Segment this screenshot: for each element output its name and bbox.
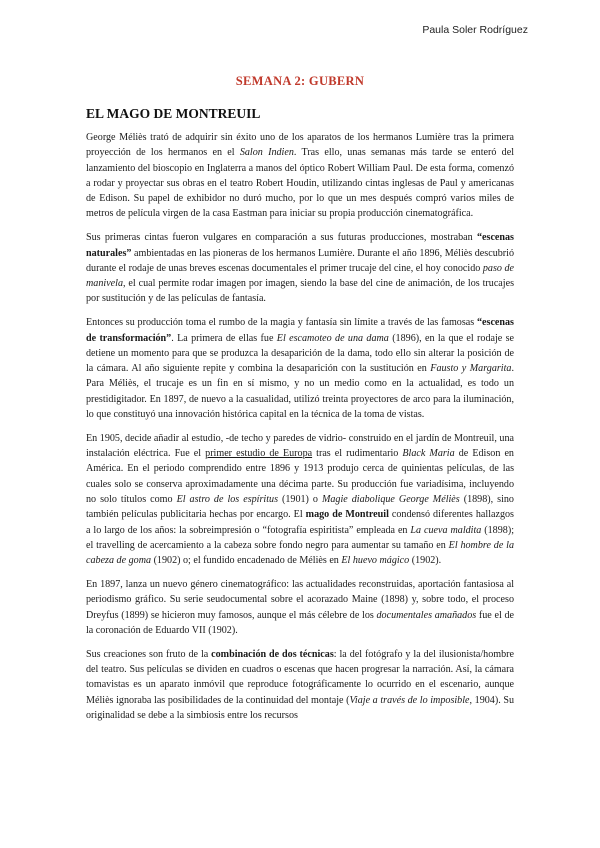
- document-body: [86, 130, 514, 732]
- paragraph-2: Sus primeras cintas fueron vulgares en comparación a sus futuras producciones, mostraban “escenas naturales” ambientadas en las pioneras de los hermanos Lumière. Durante el año 1896, Méliès descubrió durante el rodaje de unas breves escenas documentales el primer trucaje del cine, el hoy conocido paso de manivela, el cual permite rodar imagen por imagen, siendo la base del cine de animación, de los trucajes por sustitución y de las películas de fantasía.: [86, 232, 514, 305]
- author-header: Paula Soler Rodríguez: [422, 24, 528, 36]
- paragraph-1: George Méliès trató de adquirir sin éxito uno de los aparatos de los hermanos Lumière tras la primera proyección de los hermanos en el Salon Indien. Tras ello, unas semanas más tarde se enteró del lanzamiento del bioscopio en Inglaterra a manos del óptico Robert William Paul. De esta forma, comenzó a rodar y proyectar sus obras en el teatro Robert Houdin, utilizando cintas inglesas de Paul y americanas de Edison. Su papel de exhibidor no duró mucho, por lo que un mes después compró varios miles de metros de película virgen de la casa Eastman para iniciar su propia producción cinematográfica.: [86, 132, 514, 220]
- paragraph-4: En 1905, decide añadir al estudio, -de techo y paredes de vidrio- construido en el jardín de Montreuil, una instalación eléctrica. Fue el primer estudio de Europa tras el rudimentario Black Maria de Edison en América. En el periodo comprendido entre 1896 y 1913 produjo cerca de quinientas películas, de las cuales solo se conserva aproximadamente una décima parte. Su producción fue variadísima, incluyendo no solo títulos como El astro de los espíritus (1901) o Magie diabolique George Méliès (1898), sino también películas publicitaria hechas por encargo. El mago de Montreuil condensó diferentes hallazgos a lo largo de los años: la sobreimpresión o “fotografía espiritista” empleada en La cueva maldita (1898); el travelling de acercamiento a la cabeza sobre fondo negro para aumentar su tamaño en El hombre de la cabeza de goma (1902) o; el fundido encadenado de Méliès en El huevo mágico (1902).: [86, 432, 514, 567]
- section-heading: EL MAGO DE MONTREUIL: [86, 106, 261, 121]
- paragraph-6: Sus creaciones son fruto de la combinación de dos técnicas: la del fotógrafo y la del ilusionista/hombre del teatro. Sus películas se dividen en cuadros o escenas que hacen progresar la narración. Así, la cámara tomavistas es un aparato inmóvil que reproduce fotográficamente lo ocurrido en el escenario, aunque Méliès ignoraba las posibilidades de la continuidad del montaje (Viaje a través de lo imposible, 1904). Su originalidad se debe a la simbiosis entre los recursos: [86, 648, 515, 721]
- document-title: SEMANA 2: GUBERN: [235, 74, 365, 88]
- paragraph-5: En 1897, lanza un nuevo género cinematográfico: las actualidades reconstruidas, aportación fantasiosa al periodismo gráfico. Su serie seudocumental sobre el acorazado Maine (1898) y, sobre todo, el proceso Dreyfus (1899) se hicieron muy famosos, aunque el más célebre de los documentales amañados fue el de la coronación de Eduardo VII (1902).: [86, 579, 514, 636]
- paragraph-3: Entonces su producción toma el rumbo de la magia y fantasía sin límite a través de las famosas “escenas de transformación”. La primera de ellas fue El escamoteo de una dama (1896), en la que el rodaje se detiene un momento para que se produzca la desaparición de la dama, todo ello sin alterar la posición de la cámara. Al año siguiente repite y combina la desaparición con la sustitución en Fausto y Margarita. Para Méliès, el trucaje es un fin en sí mismo, y no un medio como en la actualidad, es todo un prestidigitador. En 1897, de nuevo a la casualidad, utilizó treinta proyectores de arco para la iluminación, lo que constituyó una innovación histórica capital en la técnica de la toma de vistas.: [86, 317, 515, 421]
